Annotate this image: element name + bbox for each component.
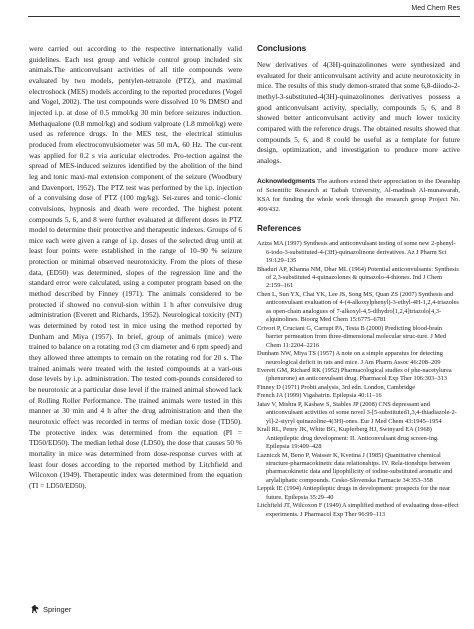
- header-rule: [28, 16, 460, 17]
- reference-item: Aziza MA (1997) Synthesis and anticonvulsant testing of some new 2-phenyl-6-iodo-3-substituted-4-(3H)-quinazolinone derivatives. Az J Pharm Sci 19:129–135: [257, 240, 456, 265]
- reference-item: Dunham NW, Miya TS (1957) A note on a simple apparatus for detecting neurological deficit in rats and mice. J Am Pharm Assoc 46:208–209: [257, 350, 443, 366]
- acknowledgments-text: The authors extend their appreciation to the Deanship of Scientific Research at Taibah University, Al-madinah Al-munawarah, KSA for funding the whole work through the research group Project No. 409/432.: [257, 177, 460, 213]
- reference-item: Finney D (1971) Probit analysis, 3rd edn. London, Cambridge: [257, 383, 416, 391]
- reference-item: Leppik IE (1994) Antiepileptic drugs in development: prospects for the near future. Epilepsia 35:29–40: [257, 485, 451, 501]
- conclusions-paragraph: New derivatives of 4(3H)-quinazolinones were synthesized and evaluated for their anticonvulsant activity and acute neurotoxicity in mice. The results of this study demon-strated that some 6,8-diiodo-2-methyl-3-substituted-4(3H)-quinazolinones derivatives possess a good anticonvulsant activity, specially, compounds 5, 6, and 8 showed better anticonvulsant activity and much lower toxicity compared with the reference drugs. The obtained results showed that compounds 5, 6, and 8 could be useful as a template for future design, optimization, and investigation to produce more active analogs.: [257, 60, 460, 165]
- reference-list: [257, 240, 460, 519]
- reference-item: Chen L, Sun YX, Chai YK, Lee JS, Song MS, Quan ZS (2007) Synthesis and anticonvulsant evaluation of 4-(4-alkoxylphenyl)-3-ethyl-4H-1,2,4-triazoles as open-chain analogues of 7-alkoxyl-4,5-dihydro[1,2,4]triazolo[4,3-a]quinolines. Bioorg Med Chem 15:6775–6781: [257, 290, 459, 324]
- acknowledgments-label: Acknowledgments: [257, 177, 316, 185]
- page-footer: [30, 604, 71, 614]
- right-column: [257, 44, 460, 519]
- springer-horse-icon: [30, 604, 40, 614]
- references-heading: References: [257, 224, 302, 234]
- reference-item: Krall RL, Penry JK, White BG, Kupferberg HJ, Swinyard EA (1968) Antiepileptic drug development: II. Anticonvulsant drug screen-ing. Epilepsia 19:409–428: [257, 426, 439, 451]
- publisher-name: Springer: [43, 604, 72, 614]
- left-column: [29, 44, 242, 492]
- reference-item: Litchfield JT, Wilcoxon F (1949) A simplified method of evaluating dose-effect experiments. J Pharmacol Exp Ther 96:99–113: [257, 502, 459, 518]
- running-head-journal: Med Chem Res: [411, 5, 460, 12]
- reference-item: Crivori P, Cruciani G, Carrupt PA, Testa B (2000) Predicting blood-brain barrier permeation from three-dimensional molecular struc-ture. J Med Chem 11:2204–2216: [257, 324, 447, 349]
- acknowledgments-paragraph: [257, 177, 460, 215]
- conclusions-heading: Conclusions: [257, 44, 307, 53]
- reference-item: Bhaduri AP, Khanna NM, Dhar ML (1964) Potential anticonvulsants: Synthesis of 2,3-substituted 4-quinazolones & quinazolo-4-thiones. Ind J Chem 2:159–161: [257, 265, 459, 290]
- methods-paragraph: were carried out according to the respective internationally valid guidelines. Each test group and vehicle control group included six animals.The anticonvulsant activities of all title compounds were evaluated by two models, pentylen-tetrazole (PTZ), and maximal electroshock (MES) models according to the reported procedures (Vogel and Vogel, 2002). The test compounds were dissolved 10 % DMSO and injected i.p. at dose of 0.5 mmol/kg 30 min before seizures induction. Methaqualone (0.8 mmol/kg) and sodium valproate (1.8 mmol/kg) were used as reference drugs. In the MES test, the electrical stimulus produced from electroconvulsiometer was 50 mA, 60 Hz. The cur-rent was applied for 0.2 s via auricular electrodes. Pro-tection against the spread of MES-induced seizures identified by the abolition of the hind leg and tonic maxi-mal extension component of the seizure (Woodbury and Davenport, 1952). The PTZ test was performed by the i.p. injection of a convulsing dose of PTZ (100 mg/kg). Sei-zures and tonic–clonic convulsions, hypnosis and death were recorded. The highest potent compounds 5, 6, and 8 were further evaluated at different doses in PTZ model to determine their protective and therapeutic indexes. Groups of 6 mice each were given a range of i.p. doses of the selected drug until at least four points were established in the range of 10–90 % seizure protection or minimal observed neurotoxicity. From the plots of these data, (ED50) was determined, slopes of the regression line and the standard error were calculated, using a computer program based on the method described by Finney (1971). The animals considered to be protected if showed no convul-sion within 1 h after convulsive drug administration (Everett and Richards, 1952). Neurological toxicity (NT) was determined by rotod test in mice using the method reported by Dunham and Miya (1957). In brief, group of animals (mice) were trained to balance on a rotating rod (3 cm diameter and 6 rpm speed) and they allowed three attempts to remain on the rotating rod for 20 s. The trained animals were treated with the tested compounds at a vari-ous dose levels by i.p. administration. The tested com-pounds considered to be neurotoxic at a particular dose level if the trained animal showed lack of Rolling Roller Performance. The trained animals were tested in this manner at 30 min and 4 h after the drug administration and then the neurotoxic effect was recorded in terms of median toxic dose (TD50). The protective index was determined from the equation (PI = TD50/ED50). The median lethal dose (LD50), the dose that causes 50 % mortality in mice was determined from dose-response curves with at least four doses according to the reported method by Litchfield and Wilcoxon (1949). Therapeutic index was determined from the equation (TI = LD50/ED50).: [29, 44, 242, 490]
- reference-item: French JA (1999) Vigabatrin. Epilepsia 40:11–16: [257, 392, 382, 400]
- reference-item: Everett GM, Richard RK (1952) Pharmacological studies of phe-nacetylurea (phenurone) an anticonvulsant drug. Pharmacol Exp Ther 106:303–313: [257, 366, 452, 383]
- reference-item: Jatav V, Mishra P, Kashaw S, Stables JP (2008) CNS depressant and anticonvulsant activities of some novel 3-[5-substituted1,3,4-thiadiazole-2-yl]-2-styryl quinazoline-4(3H)-ones. Eur J Med Chem 43:1945–1954: [257, 400, 457, 425]
- reference-item: Lazniczk M, Beno P, Waisser K, Kvetina J (1985) Quantitative chemical structure-pharmacokinetic data relationships. IV. Rela-tionships between pharmacokinetic data and lipophilicity of iodine-substituted aromatic and arylaliphatic compounds. Cesko-Slovenska Farmacie 34:353–358: [257, 451, 453, 484]
